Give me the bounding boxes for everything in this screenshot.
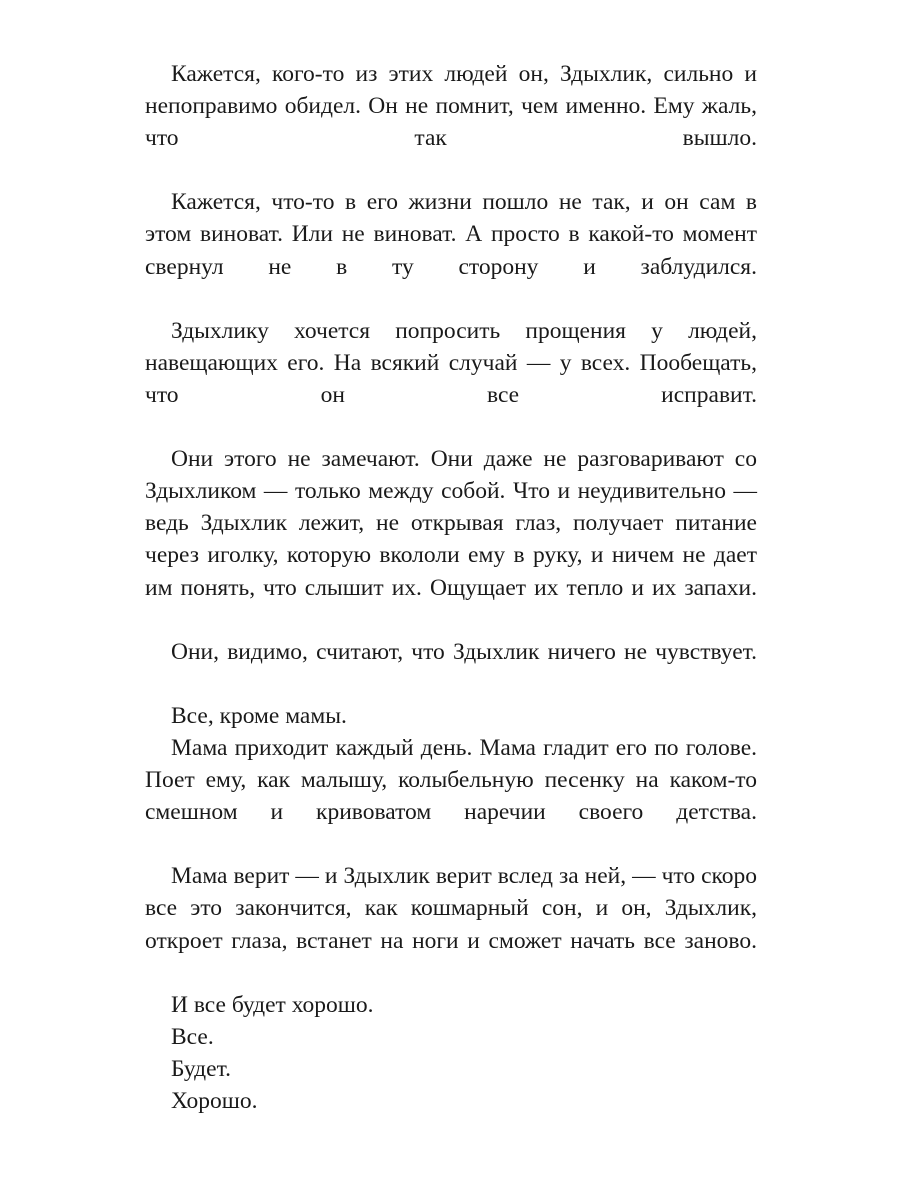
paragraph: Кажется, кого-то из этих людей он, Здыхлик, сильно и непоправимо обидел. Он не помнит, чем именно. Ему жаль, что так вышло.: [145, 61, 757, 152]
paragraph: Они этого не замечают. Они даже не разговаривают со Здыхликом — только между собой. Что и неудивительно — ведь Здыхлик лежит, не открывая глаз, получает питание через иголку, которую вкололи ему в руку, и ничем не дает им понять, что слышит их. Ощущает их тепло и их запахи.: [145, 446, 757, 601]
paragraph: Мама верит — и Здыхлик верит вслед за ней, — что скоро все это закончится, как кошмарный сон, и он, Здыхлик, откроет глаза, встанет на ноги и сможет начать все заново.: [145, 863, 757, 954]
paragraph: Все, кроме мамы.: [171, 702, 347, 729]
paragraph: Мама приходит каждый день. Мама гладит его по голове. Поет ему, как малышу, колыбельную песенку на каком-то смешном и кривоватом наречии своего детства.: [145, 734, 757, 826]
paragraph: Хорошо.: [171, 1088, 258, 1114]
paragraph: Кажется, что-то в его жизни пошло не так, и он сам в этом виноват. Или не виноват. А просто в какой-то момент свернул не в ту сторону и заблудился.: [145, 189, 757, 280]
paragraph: И все будет хорошо.: [171, 991, 374, 1018]
paragraph: Будет.: [171, 1055, 231, 1082]
paragraph: Все.: [171, 1023, 214, 1050]
page-text-block: [145, 58, 757, 1117]
paragraph: Они, видимо, считают, что Здыхлик ничего не чувствует.: [171, 638, 757, 665]
paragraph: Здыхлику хочется попросить прощения у людей, навещающих его. На всякий случай — у всех. Пообещать, что он все исправит.: [145, 317, 757, 408]
